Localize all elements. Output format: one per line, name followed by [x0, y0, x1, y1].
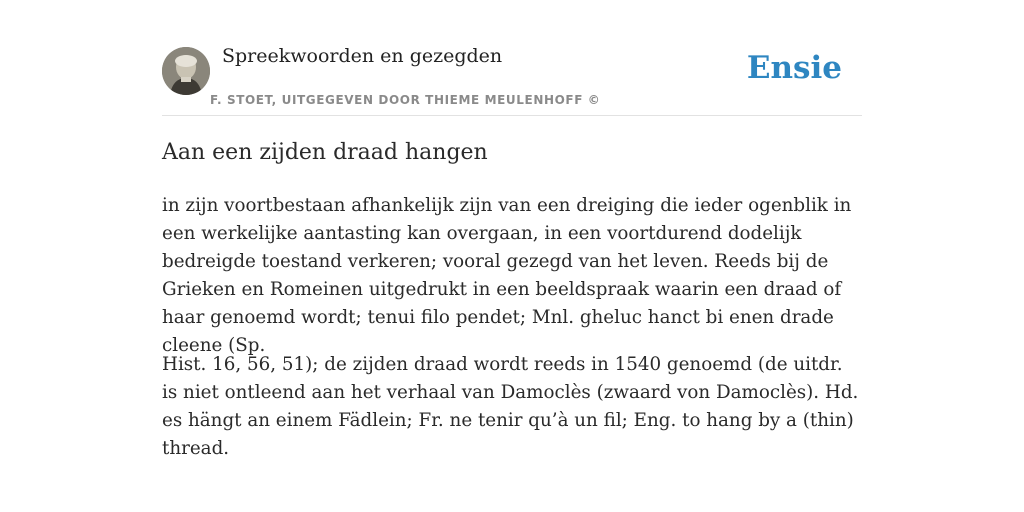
author-portrait-icon[interactable]	[162, 47, 210, 95]
source-title[interactable]: Spreekwoorden en gezegden	[222, 45, 503, 67]
entry-card	[162, 0, 862, 512]
entry-paragraph: in zijn voortbestaan afhankelijk zijn van een dreiging die ieder ogenblik in een werkelijke aantasting kan overgaan, in een voortdurend dodelijk bedreigde toestand verkeren; vooral gezegd van het leven. Reeds bij de Grieken en Romeinen uitgedrukt in een beeldspraak waarin een draad of haar genoemd wordt; tenui filo pendet; Mnl. gheluc hanct bi enen drade cleene (Sp.	[162, 195, 852, 356]
entry-header	[162, 0, 862, 116]
source-byline: F. STOET, UITGEGEVEN DOOR THIEME MEULENHOFF ©	[210, 93, 601, 107]
entry-title: Aan een zijden draad hangen	[162, 140, 488, 165]
entry-paragraph: Hist. 16, 56, 51); de zijden draad wordt reeds in 1540 genoemd (de uitdr. is niet ontleend aan het verhaal van Damoclès (zwaard von Damoclès). Hd. es hängt an einem Fädlein; Fr. ne tenir qu’à un fil; Eng. to hang by a (thin) thread.	[162, 354, 859, 459]
ensie-logo[interactable]: Ensie	[746, 50, 842, 86]
